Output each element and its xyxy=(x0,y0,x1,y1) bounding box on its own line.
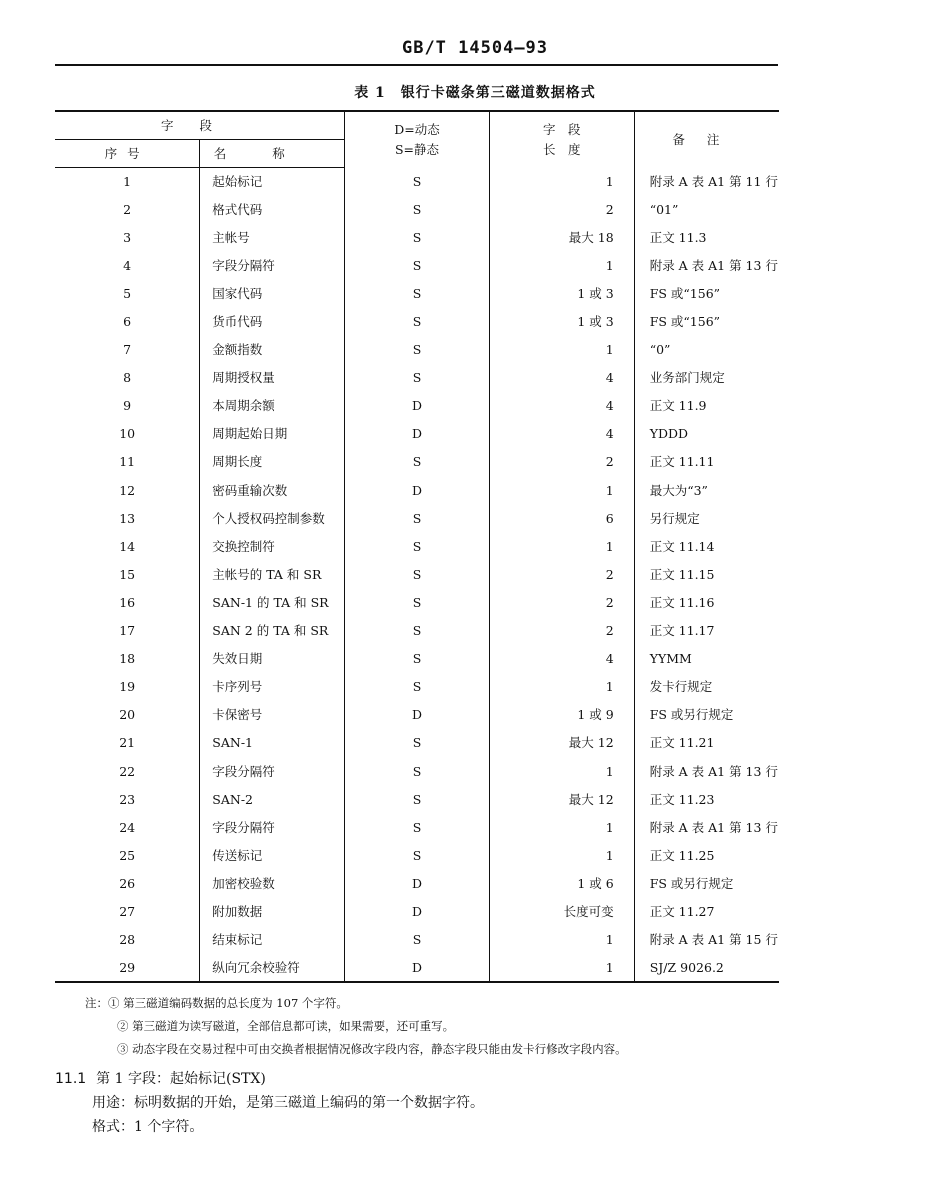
cell-name: 字段分隔符 xyxy=(200,757,345,785)
cell-length: 2 xyxy=(489,448,634,476)
cell-seq: 5 xyxy=(55,280,200,308)
cell-length: 2 xyxy=(489,196,634,224)
cell-note: 正文 11.14 xyxy=(649,538,715,554)
cell-type: S xyxy=(345,926,490,954)
cell-name: 个人授权码控制参数 xyxy=(200,505,345,533)
cell-length: 1 xyxy=(489,814,634,842)
cell-type: D xyxy=(345,420,490,448)
cell-type: D xyxy=(345,392,490,420)
cell-type: S xyxy=(345,308,490,336)
cell-note: FS 或另行规定 xyxy=(649,875,734,891)
cell-seq: 1 xyxy=(55,168,200,196)
cell-length: 1 或 3 xyxy=(489,308,634,336)
cell-type: S xyxy=(345,168,490,196)
table-caption: 表 1 银行卡磁条第三磁道数据格式 xyxy=(354,85,596,101)
table-row xyxy=(55,786,779,814)
cell-note: FS 或另行规定 xyxy=(649,707,734,723)
cell-note: 附录 A 表 A1 第 13 行 xyxy=(649,819,778,835)
cell-length: 4 xyxy=(489,420,634,448)
cell-note: 发卡行规定 xyxy=(649,679,713,695)
cell-type: D xyxy=(345,701,490,729)
cell-note: 最大为“3” xyxy=(649,482,708,498)
cell-seq: 26 xyxy=(55,870,200,898)
cell-note: SJ/Z 9026.2 xyxy=(634,954,779,982)
cell-note: 正文 11.15 xyxy=(649,566,715,582)
table-row xyxy=(55,533,779,561)
cell-length: 2 xyxy=(489,561,634,589)
cell-type: S xyxy=(345,842,490,870)
cell-name: 结束标记 xyxy=(200,926,345,954)
cell-seq: 4 xyxy=(55,252,200,280)
cell-note: 正文 11.17 xyxy=(649,623,715,639)
table-body xyxy=(55,168,779,983)
header-field-group: 字段 xyxy=(55,111,345,140)
table-row xyxy=(55,252,779,280)
cell-note: “01” xyxy=(649,201,679,217)
table-row xyxy=(55,870,779,898)
cell-length: 1 xyxy=(489,336,634,364)
cell-note: 附录 A 表 A1 第 11 行 xyxy=(649,173,778,189)
header-length xyxy=(489,111,634,168)
cell-length: 2 xyxy=(489,617,634,645)
table-row xyxy=(55,898,779,926)
cell-seq: 2 xyxy=(55,196,200,224)
note-1: 注：① 第三磁道编码数据的总长度为 107 个字符。 xyxy=(85,996,348,1010)
cell-type: S xyxy=(345,196,490,224)
table-row xyxy=(55,729,779,757)
cell-seq: 6 xyxy=(55,308,200,336)
cell-length: 1 xyxy=(489,842,634,870)
cell-name: SAN-2 xyxy=(200,786,345,814)
cell-length: 1 xyxy=(489,168,634,196)
cell-name: 卡序列号 xyxy=(200,673,345,701)
cell-type: D xyxy=(345,954,490,982)
table-row xyxy=(55,420,779,448)
cell-name: 卡保密号 xyxy=(200,701,345,729)
cell-note: 正文 11.21 xyxy=(649,735,715,751)
header-type-line2: S=静态 xyxy=(394,141,440,157)
cell-seq: 22 xyxy=(55,757,200,785)
cell-name: 起始标记 xyxy=(200,168,345,196)
section-heading xyxy=(55,1068,266,1088)
cell-name: 主帐号 xyxy=(200,224,345,252)
header-type xyxy=(345,111,490,168)
cell-seq: 27 xyxy=(55,898,200,926)
cell-seq: 11 xyxy=(55,448,200,476)
cell-length: 2 xyxy=(489,589,634,617)
table-row xyxy=(55,196,779,224)
cell-type: S xyxy=(345,814,490,842)
cell-length: 1 或 9 xyxy=(489,701,634,729)
cell-type: S xyxy=(345,505,490,533)
cell-seq: 20 xyxy=(55,701,200,729)
cell-note: 业务部门规定 xyxy=(649,370,725,386)
cell-length: 最大 12 xyxy=(489,729,634,757)
cell-type: S xyxy=(345,561,490,589)
cell-length: 1 或 3 xyxy=(489,280,634,308)
header-length-line1: 字 段 xyxy=(543,121,581,137)
header-length-line2: 长 度 xyxy=(543,141,581,157)
cell-name: 失效日期 xyxy=(200,645,345,673)
cell-type: S xyxy=(345,617,490,645)
table-row xyxy=(55,701,779,729)
section-number: 11.1 xyxy=(55,1071,87,1087)
table-row xyxy=(55,224,779,252)
cell-name: 附加数据 xyxy=(200,898,345,926)
cell-seq: 7 xyxy=(55,336,200,364)
table-notes xyxy=(85,992,627,1061)
cell-seq: 9 xyxy=(55,392,200,420)
cell-note: 正文 11.23 xyxy=(649,791,715,807)
cell-name: 周期长度 xyxy=(200,448,345,476)
table-row xyxy=(55,308,779,336)
track3-data-format-table xyxy=(55,110,779,983)
cell-note: 附录 A 表 A1 第 15 行 xyxy=(649,932,778,948)
cell-name: 货币代码 xyxy=(200,308,345,336)
cell-type: S xyxy=(345,448,490,476)
cell-type: S xyxy=(345,786,490,814)
table-row xyxy=(55,842,779,870)
cell-seq: 8 xyxy=(55,364,200,392)
cell-length: 1 xyxy=(489,757,634,785)
cell-seq: 29 xyxy=(55,954,200,982)
cell-length: 4 xyxy=(489,364,634,392)
cell-note: 附录 A 表 A1 第 13 行 xyxy=(649,257,778,273)
cell-name: 纵向冗余校验符 xyxy=(200,954,345,982)
cell-note: 正文 11.16 xyxy=(649,594,715,610)
cell-name: 传送标记 xyxy=(200,842,345,870)
cell-note: 正文 11.9 xyxy=(649,398,707,414)
cell-type: D xyxy=(345,477,490,505)
table-row xyxy=(55,954,779,982)
cell-length: 1 xyxy=(489,252,634,280)
cell-name: 主帐号的 TA 和 SR xyxy=(200,561,345,589)
cell-note: FS 或“156” xyxy=(649,314,721,330)
table-header-row xyxy=(55,111,779,140)
cell-name: 格式代码 xyxy=(200,196,345,224)
cell-type: D xyxy=(345,870,490,898)
cell-name: 交换控制符 xyxy=(200,533,345,561)
cell-type: S xyxy=(345,757,490,785)
cell-seq: 23 xyxy=(55,786,200,814)
cell-seq: 10 xyxy=(55,420,200,448)
header-rule xyxy=(55,64,778,66)
cell-note: 附录 A 表 A1 第 13 行 xyxy=(649,763,778,779)
cell-name: 密码重输次数 xyxy=(200,477,345,505)
cell-seq: 12 xyxy=(55,477,200,505)
cell-note: 另行规定 xyxy=(649,510,700,526)
cell-seq: 19 xyxy=(55,673,200,701)
cell-type: S xyxy=(345,252,490,280)
header-seq: 序号 xyxy=(55,140,200,168)
cell-length: 1 xyxy=(489,533,634,561)
cell-type: S xyxy=(345,280,490,308)
cell-name: 加密校验数 xyxy=(200,870,345,898)
cell-name: SAN-1 xyxy=(200,729,345,757)
cell-length: 1 xyxy=(489,954,634,982)
cell-seq: 16 xyxy=(55,589,200,617)
cell-note: 正文 11.25 xyxy=(649,847,715,863)
cell-type: S xyxy=(345,729,490,757)
cell-name: 本周期余额 xyxy=(200,392,345,420)
table-row xyxy=(55,926,779,954)
cell-seq: 3 xyxy=(55,224,200,252)
cell-seq: 21 xyxy=(55,729,200,757)
cell-type: S xyxy=(345,336,490,364)
cell-seq: 28 xyxy=(55,926,200,954)
cell-type: S xyxy=(345,533,490,561)
cell-note: YDDD xyxy=(649,426,689,442)
cell-length: 4 xyxy=(489,645,634,673)
cell-name: 字段分隔符 xyxy=(200,814,345,842)
table-row xyxy=(55,477,779,505)
cell-type: D xyxy=(345,898,490,926)
header-type-line1: D=动态 xyxy=(394,121,440,137)
cell-seq: 14 xyxy=(55,533,200,561)
table-row xyxy=(55,364,779,392)
table-row xyxy=(55,589,779,617)
cell-length: 最大 18 xyxy=(489,224,634,252)
cell-name: 周期起始日期 xyxy=(200,420,345,448)
cell-note: 正文 11.11 xyxy=(649,454,715,470)
table-row xyxy=(55,448,779,476)
section-title: 第 1 字段：起始标记(STX) xyxy=(96,1071,266,1087)
cell-type: S xyxy=(345,589,490,617)
table-row xyxy=(55,392,779,420)
cell-seq: 17 xyxy=(55,617,200,645)
cell-length: 最大 12 xyxy=(489,786,634,814)
header-name: 名称 xyxy=(200,140,345,168)
cell-seq: 18 xyxy=(55,645,200,673)
note-3: ③ 动态字段在交易过程中可由交换者根据情况修改字段内容，静态字段只能由发卡行修改字段内容。 xyxy=(117,1042,627,1056)
cell-seq: 15 xyxy=(55,561,200,589)
table-row xyxy=(55,617,779,645)
table-row xyxy=(55,561,779,589)
cell-length: 1 或 6 xyxy=(489,870,634,898)
table-row xyxy=(55,336,779,364)
cell-type: S xyxy=(345,673,490,701)
cell-length: 1 xyxy=(489,673,634,701)
cell-note: “0” xyxy=(649,342,671,358)
table-row xyxy=(55,814,779,842)
cell-name: 国家代码 xyxy=(200,280,345,308)
cell-name: 字段分隔符 xyxy=(200,252,345,280)
document-header: GB/T 14504—93 xyxy=(401,38,549,58)
cell-length: 1 xyxy=(489,926,634,954)
table-row xyxy=(55,757,779,785)
cell-note: YYMM xyxy=(649,651,692,667)
cell-name: 金额指数 xyxy=(200,336,345,364)
cell-length: 1 xyxy=(489,477,634,505)
cell-seq: 24 xyxy=(55,814,200,842)
cell-type: S xyxy=(345,364,490,392)
cell-type: S xyxy=(345,224,490,252)
cell-length: 长度可变 xyxy=(489,898,634,926)
cell-type: S xyxy=(345,645,490,673)
cell-seq: 13 xyxy=(55,505,200,533)
cell-seq: 25 xyxy=(55,842,200,870)
table-row xyxy=(55,673,779,701)
table-row xyxy=(55,505,779,533)
cell-name: SAN-1 的 TA 和 SR xyxy=(200,589,345,617)
cell-note: 正文 11.3 xyxy=(649,229,707,245)
cell-name: SAN 2 的 TA 和 SR xyxy=(200,617,345,645)
section-usage: 用途：标明数据的开始，是第三磁道上编码的第一个数据字符。 xyxy=(92,1095,484,1111)
cell-note: FS 或“156” xyxy=(649,285,721,301)
cell-name: 周期授权量 xyxy=(200,364,345,392)
cell-note: 正文 11.27 xyxy=(649,903,715,919)
note-2: ② 第三磁道为读写磁道，全部信息都可读，如果需要，还可重写。 xyxy=(117,1019,455,1033)
cell-length: 6 xyxy=(489,505,634,533)
header-note: 备注 xyxy=(634,111,779,168)
section-format: 格式：1 个字符。 xyxy=(92,1119,204,1135)
table-row xyxy=(55,645,779,673)
table-row xyxy=(55,280,779,308)
table-row xyxy=(55,168,779,196)
cell-length: 4 xyxy=(489,392,634,420)
